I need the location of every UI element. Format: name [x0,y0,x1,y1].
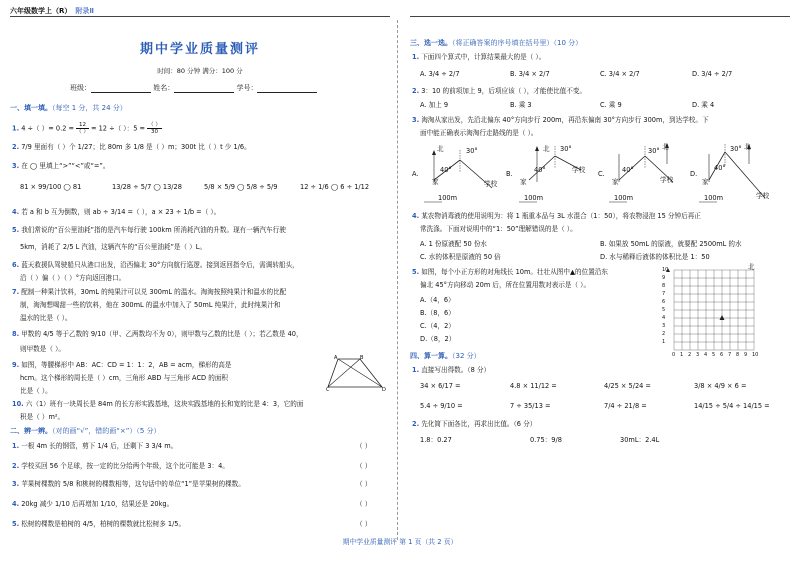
svg-text:A: A [334,355,338,361]
s3-q2-opt-b[interactable]: B. 乘 3 [510,101,532,109]
svg-text:D: D [382,387,386,391]
s4-q1-item-5[interactable]: 5.4 ÷ 9/10 = [420,402,463,410]
s4-q1-item-7[interactable]: 7/4 ÷ 21/8 = [604,402,647,410]
s1-q8b: 则甲数是（ ）。 [20,345,65,353]
route-c-north: 北 [662,143,669,151]
s1-q10-text: 六（1）班有一块周长是 84m 的长方形实践基地，这块实践基地的长和宽的比是 4：3，它的面 [25,400,304,408]
s4-q2-item-3[interactable]: 30mL：2.4L [620,436,660,444]
s3-q5-opt-d[interactable]: D.（8，2） [420,335,456,343]
s3-q4b: 常洗涤。下面对说明中的“1：50”理解错误的是（ ）。 [420,225,577,233]
section-1-note: （每空 1 分，共 24 分） [52,104,127,112]
s3-q3: 3. 淘淘从家出发，先沿北偏东 40°方向步行 200m，再沿东偏南 30°方向步行 300m，到达学校。下 [412,116,709,124]
section-1-title: 一、填一填。 [10,104,52,112]
grid-y-label: 10 [662,267,669,273]
s2-answer-2[interactable]: （ ） [356,462,372,470]
s1-q7-text: 配制一种果汁饮料，30mL 的纯果汁可以兑 300mL 的温水。淘淘按照纯果汁和温水的比配 [21,288,287,296]
route-d-angle-40: 40° [714,164,726,172]
s1-q4: 4. 若 a 和 b 互为倒数，则 ab ÷ 3/14 =（ ），a × 23 ÷ 1/b =（ ）。 [12,208,221,216]
route-d-home: 家 [702,178,709,186]
s4-q2: 2. 先化简下面各比，再求出比值。（6 分） [412,420,537,428]
grid-north: 北 [748,263,755,271]
time-info: 时间：80 分钟 满分：100 分 [157,67,243,75]
grid-y-label: 5 [662,307,666,313]
s1-q1-text-b: 12 ÷（ ）：5 = [98,124,146,133]
s1-q1: 1. 4 ÷（ ）= 0.2 = $\frac{12}{( )}$ = 12 ÷（ ）：5 = $\frac{( )}{30}$ [12,122,161,135]
route-b-school: 学校 [572,166,586,174]
route-d-dist: 100m [704,194,724,202]
svg-text:B: B [360,355,364,361]
route-b-home: 家 [520,178,527,186]
s1-q10: 10. 六（1）班有一块周长是 84m 的长方形实践基地，这块实践基地的长和宽的比是 4：3，它的面 [12,400,304,408]
route-d-angle-30: 30° [730,145,742,153]
s1-q1-frac: $\frac{12}{( )}$ [76,122,89,135]
grid-x-label: 5 [712,352,716,358]
s2-item-1-text: 一根 4m 长的钢管，剪下 1/4 后，还剩下 3 3/4 m。 [21,442,178,450]
section-2-title: 二、辨一辨。 [10,427,52,435]
header-rule-right [410,16,790,17]
grid-y-label: 1 [662,339,666,345]
grid-y-label: 8 [662,283,666,289]
s1-q9b: hcm。这个梯形的周长是（ ）cm，三角形 ABD 与三角形 ACD 的面积 [20,374,229,382]
s4-q1-item-6[interactable]: 7 ÷ 35/13 = [510,402,551,410]
section-2-heading [10,426,161,436]
s3-q3b: 面中能正确表示淘淘行走路线的是（ ）。 [420,129,538,137]
route-b-north: 北 [543,145,550,153]
section-4-heading [410,351,481,361]
grid-y-label: 6 [662,299,666,305]
s1-q1-frac2: $\frac{( )}{30}$ [148,122,161,135]
section-3-note: （将正确答案的序号填在括号里）（10 分） [452,39,583,47]
trapezoid-diagram [326,355,388,391]
s3-q2-opt-d[interactable]: D. 乘 4 [692,101,715,109]
route-c-dist: 100m [614,194,634,202]
s2-answer-4[interactable]: （ ） [356,500,372,508]
s1-q7: 7. 配制一种果汁饮料，30mL 的纯果汁可以兑 300mL 的温水。淘淘按照纯果汁和温水的比配 [12,288,287,296]
s4-q2-item-2[interactable]: 0.75：9/8 [530,436,562,444]
route-a-angle-40: 40° [440,166,452,174]
s1-q4-text: 若 a 和 b 互为倒数，则 ab ÷ 3/14 =（ ），a × 23 ÷ 1/b =（ ）。 [21,208,221,216]
s2-item-3-text: 苹果树棵数的 5/8 和桃树的棵数相等，这句话中的单位“1”是苹果树的棵数。 [21,480,245,488]
s3-q5-text: 如图，每个小正方形的对角线长 10m。壮壮从图中▲的位置沿东 [421,268,609,276]
appendix-label: 附录Ⅱ [75,7,95,15]
s2-item-4-text: 20kg 减少 1/10 后再增加 1/10，结果还是 20kg。 [21,500,174,508]
section-3-title: 三、选一选。 [410,39,452,47]
header-rule-left [10,16,390,17]
s2-item-4: 4. 20kg 减少 1/10 后再增加 1/10，结果还是 20kg。 [12,500,174,508]
s2-answer-1[interactable]: （ ） [356,442,372,450]
route-d-north: 北 [744,143,751,151]
s4-q1-item-1[interactable]: 34 × 6/17 = [420,382,461,390]
route-a-dist: 100m [438,194,458,202]
grid-x-label: 7 [728,352,732,358]
grid-x-label: 6 [720,352,724,358]
s3-q1: 1. 下面四个算式中，计算结果最大的是（ ）。 [412,53,546,61]
section-3-heading [410,38,582,48]
s1-q1-text: 4 ÷（ ）= 0.2 = [21,124,75,133]
s1-q3-text: 在 ◯ 里填上“>”“<”或“=”。 [21,162,110,170]
s4-q1-item-3[interactable]: 4/25 × 5/24 = [604,382,651,390]
s1-q9c: 比是（ ）。 [20,387,52,395]
route-a-label[interactable]: A. [412,170,419,178]
s3-q2-opt-c[interactable]: C. 乘 9 [600,101,622,109]
route-b-angle-40: 40° [534,166,546,174]
s1-q9: 9. 如图，等腰梯形中 AB：AC：CD = 1：1：2，AB = acm，梯形的高是 [12,361,232,369]
route-c-home: 家 [612,178,619,186]
s1-q3-item-4: 12 ÷ 1/6 ◯ 6 ÷ 1/12 [300,183,370,191]
grid-x-label: 2 [688,352,692,358]
route-b-angle-30: 30° [560,145,572,153]
s4-q1-text: 直接写出得数。（8 分） [421,366,491,374]
grid-x-label: 9 [744,352,748,358]
grid-x-label: 0 [672,352,676,358]
s1-q7c: 温水的比是（ ）。 [20,314,72,322]
s4-q1-item-4[interactable]: 3/8 × 4/9 × 6 = [694,382,747,390]
s2-item-2: 2. 学校买回 56 个足球，按一定的比分给两个年级，这个比可能是 3：4。 [12,462,229,470]
s1-q5-text: 我们常说的“百公里油耗”指的是汽车每行驶 100km 所消耗汽油的升数。现有一辆汽车行驶 [21,226,286,234]
section-2-note: （对的画“√”，错的画“×”）（5 分） [52,427,161,435]
s3-q4-opt-c[interactable]: C. 水的体积是原液的 50 倍 [420,253,501,261]
grid-y-label: 4 [662,315,666,321]
s1-q6: 6. 蓝天救援队驾驶船只从港口出发，沿西偏北 30°方向航行巡逻。接到返回指令后，需调转船头， [12,261,299,269]
s1-q3-item-1: 81 × 99/100 ◯ 81 [20,183,82,191]
route-d-school: 学校 [756,192,770,200]
s3-q5: 5. 如图，每个小正方形的对角线长 10m。壮壮从图中▲的位置沿东 [412,268,609,276]
route-c-label[interactable]: C. [598,170,605,178]
section-1-heading [10,103,127,113]
s3-q4-opt-d[interactable]: D. 水与稀释后液体的体积比是 1：50 [600,253,710,261]
s1-q9-text: 如图，等腰梯形中 AB：AC：CD = 1：1：2，AB = acm，梯形的高是 [21,361,232,369]
s3-q4-text: 某农物消毒液的使用说明为：将 1 瓶重本品与 3L 水混合（1：50），将农物浸泡 15 分钟后再正 [421,212,701,220]
page-title: 期中学业质量测评 [139,42,260,57]
page-footer: 期中学业质量测评 第 1 页（共 2 页） [342,538,458,546]
svg-text:C: C [326,387,330,391]
start-triangle-marker [720,315,725,320]
class-blank[interactable] [91,85,151,93]
route-d-label[interactable]: D. [690,170,698,178]
s2-item-3: 3. 苹果树棵数的 5/8 和桃树的棵数相等，这句话中的单位“1”是苹果树的棵数。 [12,480,245,488]
route-c-school: 学校 [660,176,674,184]
s1-q3-item-3: 5/8 × 5/9 ◯ 5/8 ÷ 5/9 [204,183,278,191]
s3-q5b: 偏北 45°方向移动 20m 后，所在位置用数对表示是（ ）。 [420,281,591,289]
s3-q1-opt-d[interactable]: D. 3/4 ÷ 2/7 [692,70,733,78]
s3-q4-opt-b[interactable]: B. 如果放 50mL 的原液，就要配 2500mL 的水 [600,240,742,248]
id-blank[interactable] [257,85,317,93]
route-b-label[interactable]: B. [506,170,513,178]
s1-q2: 2. 7/9 里面有（ ）个 1/27；比 80m 多 1/8 是（ ）m；300t 比（ ）t 少 1/6。 [12,143,251,151]
class-label: 班级： [70,84,91,92]
grid-y-label: 2 [662,331,666,337]
s3-q3-text: 淘淘从家出发，先沿北偏东 40°方向步行 200m，再沿东偏南 30°方向步行 300m，到达学校。下 [421,116,709,124]
s3-q1-opt-a[interactable]: A. 3/4 ÷ 2/7 [420,70,460,78]
s2-item-5: 5. 松树的棵数是柏树的 4/5，柏树的棵数就比松树多 1/5。 [12,520,186,528]
s3-q5-opt-b[interactable]: B.（8，6） [420,309,455,317]
coordinate-grid [666,268,776,356]
s4-q1: 1. 直接写出得数。（8 分） [412,366,491,374]
route-b-dist: 100m [524,194,544,202]
s2-answer-3[interactable]: （ ） [356,480,372,488]
s1-q7b: 制，淘淘想喝甜一些的饮料，他在 300mL 的温水中加入了 50mL 纯果汁，此时纯果汁和 [20,301,281,309]
route-a-school: 学校 [484,180,498,188]
s3-q2-opt-a[interactable]: A. 加上 9 [420,101,449,109]
s1-q10b: 积是（ ）m²。 [20,413,65,421]
s4-q1-item-2[interactable]: 4.8 × 11/12 = [510,382,557,390]
s3-q1-opt-c[interactable]: C. 3/4 × 2/7 [600,70,640,78]
s3-q2-text: 3：10 的前项加上 9，后项应该（ ），才能使比值不变。 [421,87,587,95]
s1-q3-item-2: 13/28 ÷ 5/7 ◯ 13/28 [112,183,182,191]
route-a-angle-30: 30° [466,147,478,155]
grid-x-label: 1 [680,352,684,358]
s1-q5: 5. 我们常说的“百公里油耗”指的是汽车每行驶 100km 所消耗汽油的升数。现有一辆汽车行驶 [12,226,286,234]
s2-item-1: 1. 一根 4m 长的钢管，剪下 1/4 后，还剩下 3 3/4 m。 [12,442,178,450]
s3-q1-opt-b[interactable]: B. 3/4 × 2/7 [510,70,550,78]
s3-q1-text: 下面四个算式中，计算结果最大的是（ ）。 [421,53,546,61]
grid-x-label: 4 [704,352,708,358]
s1-q8: 8. 甲数的 4/5 等于乙数的 9/10（甲、乙两数均不为 0），则甲数与乙数的比是（ ）；若乙数是 40， [12,330,303,338]
fold-line [397,20,398,540]
route-c-angle-40: 40° [622,166,634,174]
grid-y-label: 7 [662,291,666,297]
s1-q2-text: 7/9 里面有（ ）个 1/27；比 80m 多 1/8 是（ ）m；300t 比（ ）t 少 1/6。 [21,143,251,151]
route-a-north: 北 [437,145,444,153]
s3-q4-opt-a[interactable]: A. 1 份原液配 50 份水 [420,240,488,248]
s1-q5b: 5km，消耗了 2/5 L 汽油，这辆汽车的“百公里油耗”是（ ）L。 [20,243,207,251]
s3-q4: 4. 某农物消毒液的使用说明为：将 1 瓶重本品与 3L 水混合（1：50），将农物浸泡 15 分钟后再正 [412,212,701,220]
s3-q2: 2. 3：10 的前项加上 9，后项应该（ ），才能使比值不变。 [412,87,587,95]
route-a-home: 家 [432,178,439,186]
s1-q8-text: 甲数的 4/5 等于乙数的 9/10（甲、乙两数均不为 0），则甲数与乙数的比是（ ）；若乙数是 40， [21,330,303,338]
s3-q5-opt-c[interactable]: C.（4，2） [420,322,455,330]
s1-q3: 3. 在 ◯ 里填上“>”“<”或“=”。 [12,162,110,170]
s4-q2-item-1[interactable]: 1.8：0.27 [420,436,452,444]
s4-q2-text: 先化简下面各比，再求出比值。（6 分） [421,420,537,428]
grade-label: 六年级数学上（R） [10,7,72,15]
grid-x-label: 3 [696,352,700,358]
student-info [70,83,317,93]
grid-y-label: 3 [662,323,666,329]
grid-x-label: 10 [752,352,759,358]
route-c-angle-30: 30° [648,147,660,155]
section-4-title: 四、算一算。 [410,352,452,360]
section-4-note: （32 分） [452,352,481,360]
grid-y-label: 9 [662,275,666,281]
grade-header [10,6,94,16]
s2-item-5-text: 松树的棵数是柏树的 4/5，柏树的棵数就比松树多 1/5。 [21,520,186,528]
s2-answer-5[interactable]: （ ） [356,520,372,528]
grid-x-label: 8 [736,352,740,358]
name-blank[interactable] [174,85,234,93]
s4-q1-item-8[interactable]: 14/15 ÷ 5/4 ÷ 14/15 = [694,402,770,410]
name-label: 姓名： [153,84,175,92]
s2-item-2-text: 学校买回 56 个足球，按一定的比分给两个年级，这个比可能是 3：4。 [21,462,229,470]
s1-q6-text: 蓝天救援队驾驶船只从港口出发，沿西偏北 30°方向航行巡逻。接到返回指令后，需调转船头， [21,261,299,269]
id-label: 学号： [236,84,258,92]
s1-q6b: 沿（ ）偏（ ）（ ）°方向返回港口。 [20,274,126,282]
s3-q5-opt-a[interactable]: A.（4，6） [420,296,455,304]
route-diagram-a [420,142,508,208]
